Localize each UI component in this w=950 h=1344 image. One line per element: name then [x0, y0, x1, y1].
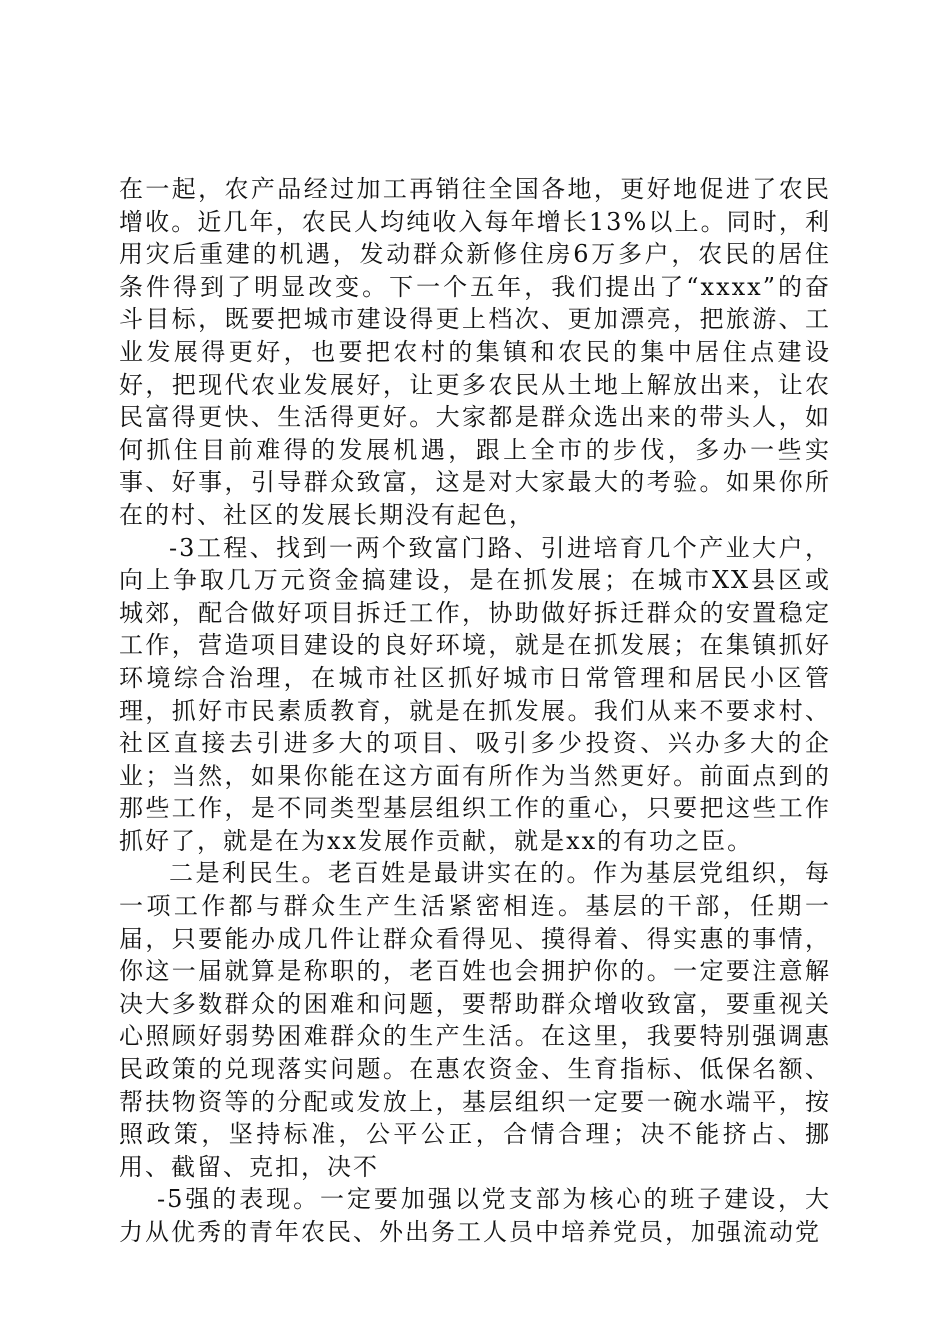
paragraph-2: -3工程、找到一两个致富门路、引进培育几个产业大户，向上争取几万元资金搞建设，是在抓发展；在城市XX县区或城郊，配合做好项目拆迁工作，协助做好拆迁群众的安置稳定工作，营造项目建设的良好环境，就是在抓发展；在集镇抓好环境综合治理，在城市社区抓好城市日常管理和居民小区管理，抓好市民素质教育，就是在抓发展。我们从来不要求村、社区直接去引进多大的项目、吸引多少投资、兴办多大的企业；当然，如果你能在这方面有所作为当然更好。前面点到的那些工作，是不同类型基层组织工作的重心，只要把这些工作抓好了，就是在为xx发展作贡献，就是xx的有功之臣。 [119, 533, 831, 855]
paragraph-3: 二是利民生。老百姓是最讲实在的。作为基层党组织，每一项工作都与群众生产生活紧密相连。基层的干部，任期一届，只要能办成几件让群众看得见、摸得着、得实惠的事情，你这一届就算是称职的，老百姓也会拥护你的。一定要注意解决大多数群众的困难和问题，要帮助群众增收致富，要重视关心照顾好弱势困难群众的生产生活。在这里，我要特别强调惠民政策的兑现落实问题。在惠农资金、生育指标、低保名额、帮扶物资等的分配或发放上，基层组织一定要一碗水端平，按照政策，坚持标准，公平公正，合情合理；决不能挤占、挪用、截留、克扣，决不 [119, 859, 831, 1181]
document-body [119, 173, 831, 1249]
paragraph-1: 在一起，农产品经过加工再销往全国各地，更好地促进了农民增收。近几年，农民人均纯收入每年增长13%以上。同时，利用灾后重建的机遇，发动群众新修住房6万多户，农民的居住条件得到了明显改变。下一个五年，我们提出了“xxxx”的奋斗目标，既要把城市建设得更上档次、更加漂亮，把旅游、工业发展得更好，也要把农村的集镇和农民的集中居住点建设好，把现代农业发展好，让更多农民从土地上解放出来，让农民富得更快、生活得更好。大家都是群众选出来的带头人，如何抓住目前难得的发展机遇，跟上全市的步伐，多办一些实事、好事，引导群众致富，这是对大家最大的考验。如果你所在的村、社区的发展长期没有起色， [119, 175, 831, 529]
paragraph-4: -5强的表现。一定要加强以党支部为核心的班子建设，大力从优秀的青年农民、外出务工人员中培养党员，加强流动党 [119, 1185, 831, 1246]
